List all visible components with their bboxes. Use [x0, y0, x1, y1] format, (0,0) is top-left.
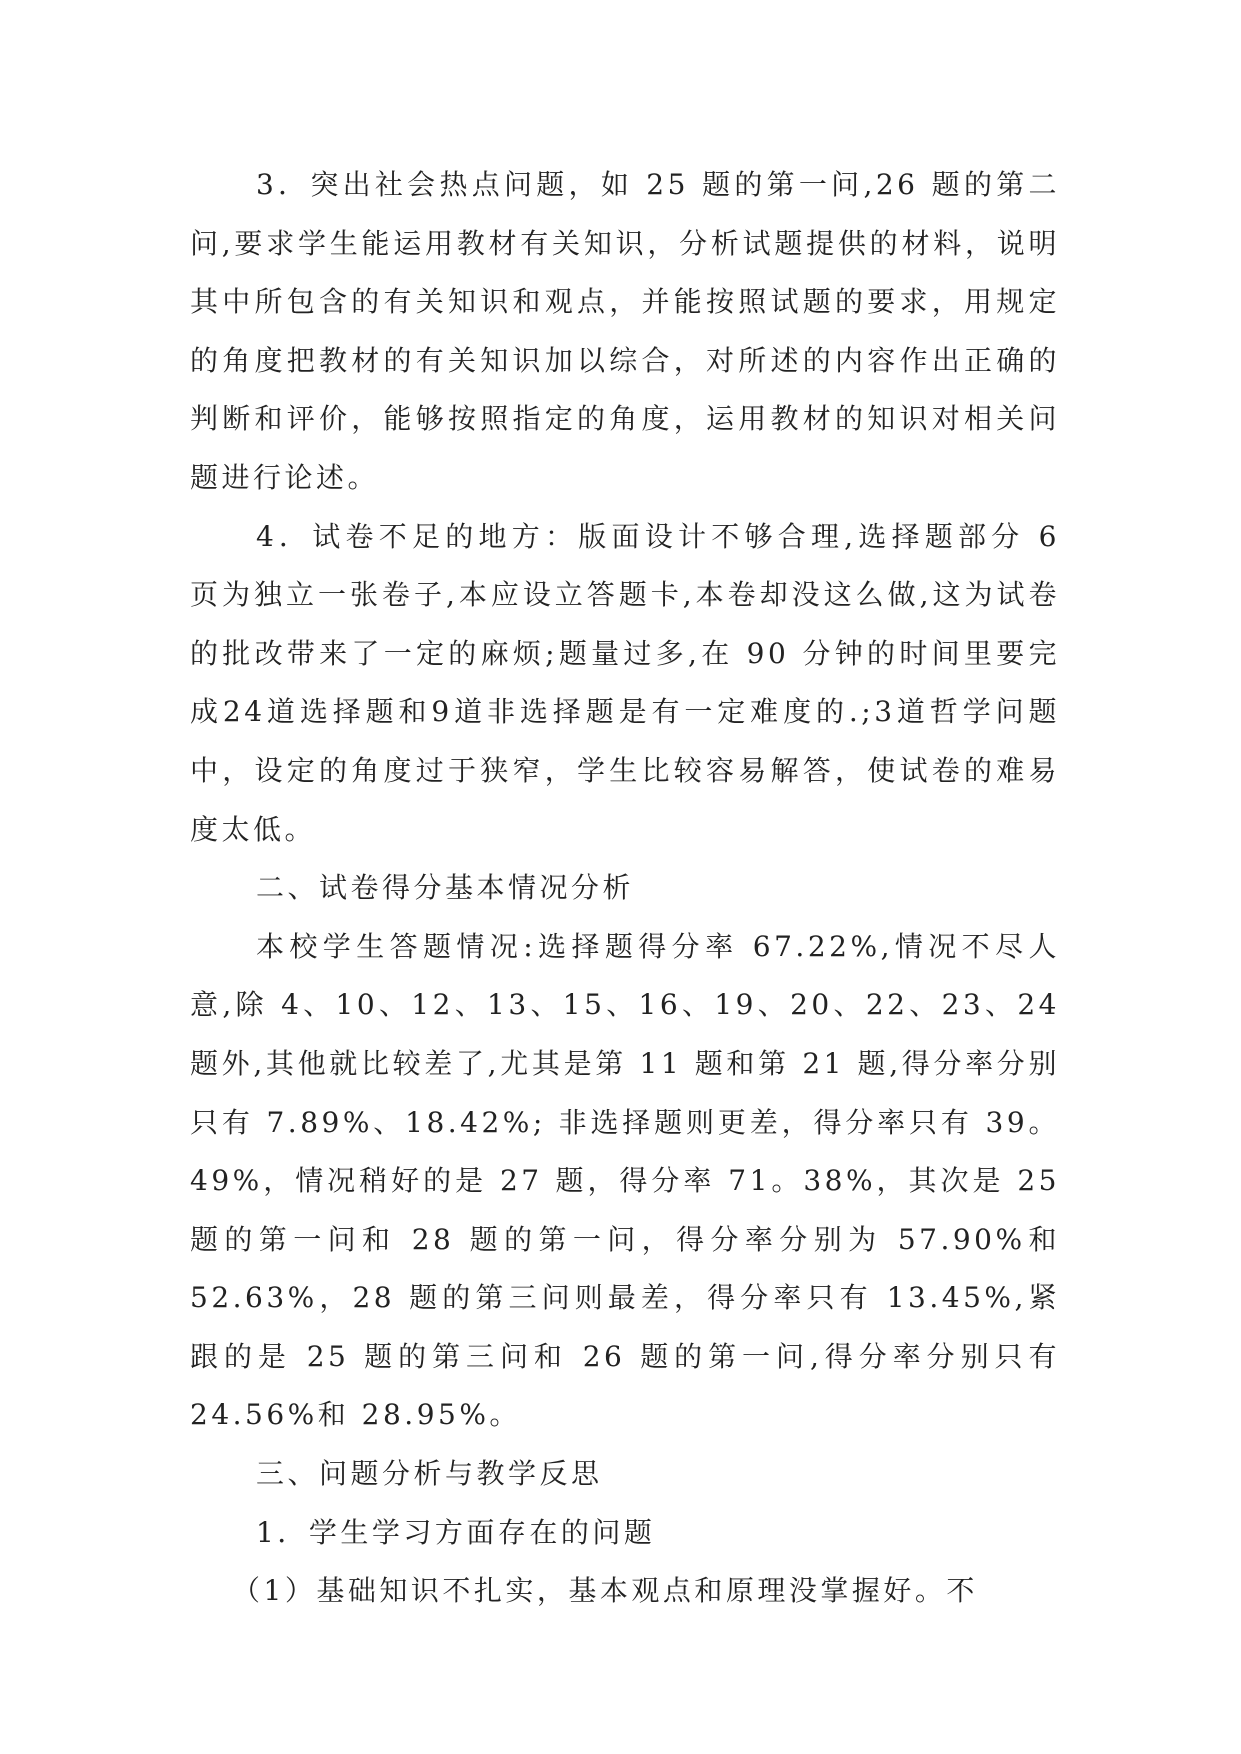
paragraph-point-3: 3．突出社会热点问题，如 25 题的第一问,26 题的第二问,要求学生能运用教材有关知识，分析试题提供的材料，说明其中所包含的有关知识和观点，并能按照试题的要求，用规定的角度把教材的有关知识加以综合，对所述的内容作出正确的判断和评价，能够按照指定的角度，运用教材的知识对相关问题进行论述。 [190, 168, 1060, 494]
document-body [190, 156, 1060, 1621]
subheading-student-problems: 1．学生学习方面存在的问题 [256, 1515, 656, 1549]
section-heading-score-analysis: 二、试卷得分基本情况分析 [256, 871, 635, 905]
paragraph-score-details: 本校学生答题情况:选择题得分率 67.22%,情况不尽人意,除 4、10、12、13、15、16、19、20、22、23、24 题外,其他就比较差了,尤其是第 11 题和第 21 题,得分率分别只有 7.89%、18.42%; 非选择题则更差，得分率只有 39。49%，情况稍好的是 27 题，得分率 71。38%，其次是 25 题的第一问和 28 题的第一问，得分率分别为 57.90%和 52.63%，28 题的第三问则最差，得分率只有 13.45%,紧跟的是 25 题的第三问和 26 题的第一问,得分率分别只有 24.56%和 28.95%。 [190, 929, 1060, 1432]
paragraph-problem-1: （1）基础知识不扎实，基本观点和原理没掌握好。不 [232, 1574, 978, 1608]
paragraph-point-4: 4．试卷不足的地方：版面设计不够合理,选择题部分 6 页为独立一张卷子,本应设立答题卡,本卷却没这么做,这为试卷的批改带来了一定的麻烦;题量过多,在 90 分钟的时间里要完成24道选择题和9道非选择题是有一定难度的.;3道哲学问题中，设定的角度过于狭窄，学生比较容易解答，使试卷的难易度太低。 [190, 519, 1060, 846]
section-heading-reflection: 三、问题分析与教学反思 [256, 1457, 603, 1491]
